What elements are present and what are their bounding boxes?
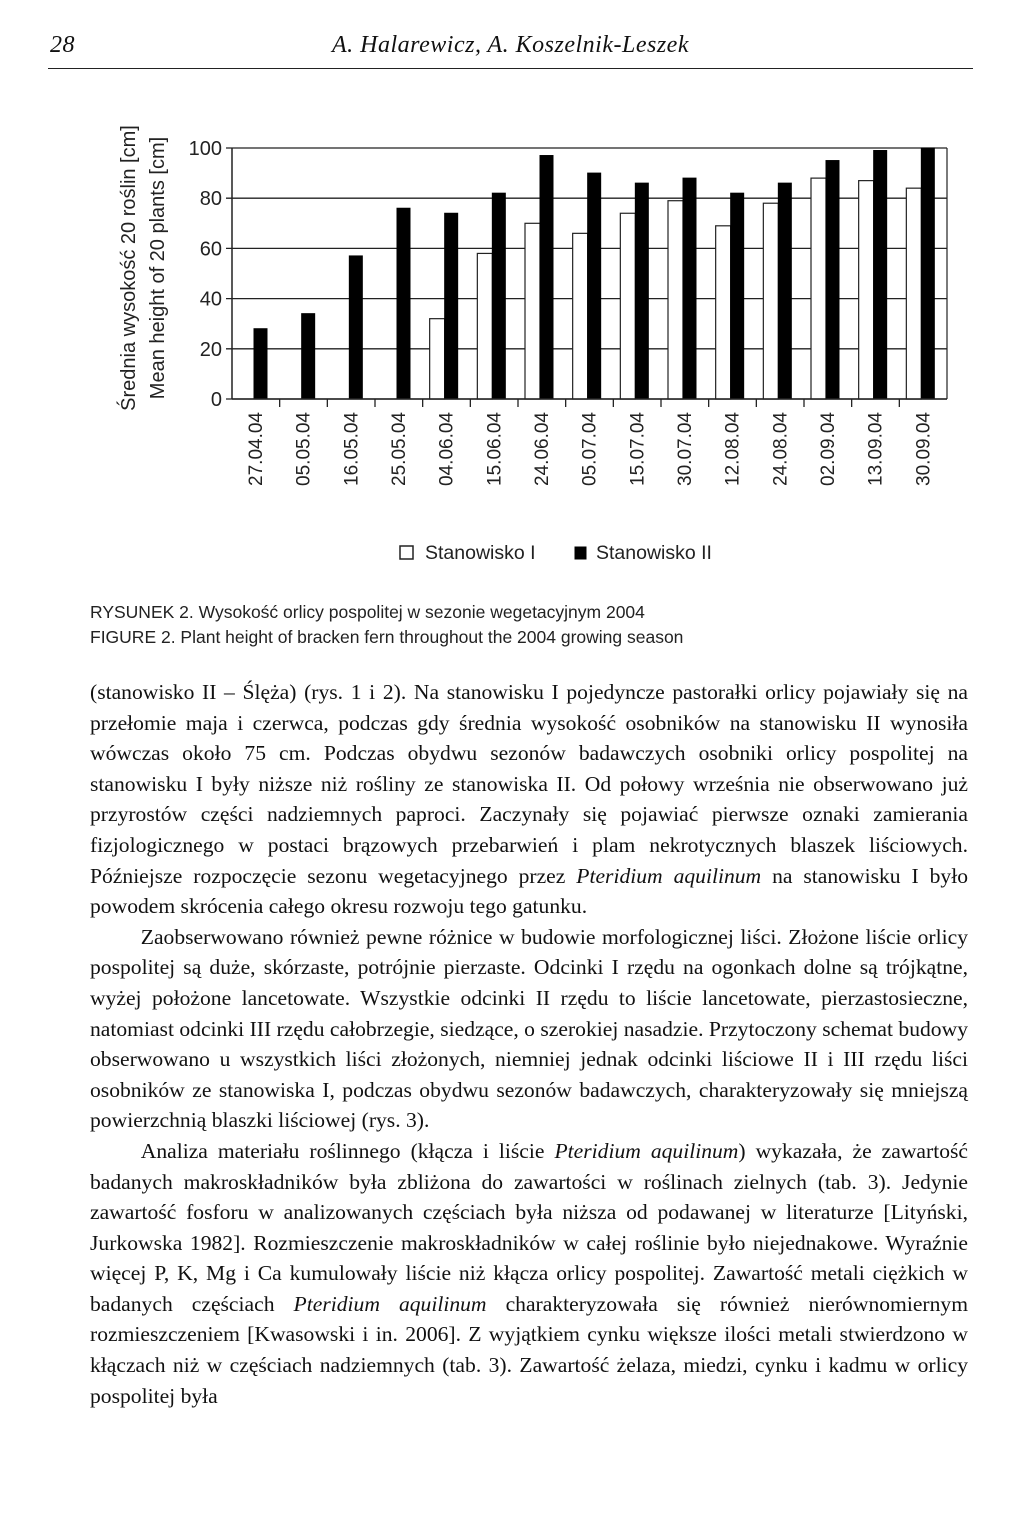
bar-stanowisko-ii <box>445 213 458 399</box>
x-tick-label: 24.08.04 <box>770 412 792 486</box>
paragraph-2: Zaobserwowano również pewne różnice w budowie morfologicznej liści. Złożone liście orlicy pospolitej są duże, skórzaste, potrójnie pierzaste. Odcinki I rzędu na ogonkach dolne są trójkątne, wyżej położone lancetowate. Wszystkie odcinki II rzędu to liście lancetowate, pierzastosieczne, natomiast odcinki III rzędu całobrzegie, siedzące, o szerokiej nasadzie. Przytoczony schemat budowy obserwowano u wszystkich liści złożonych, niemniej jednak odcinki liściowe II i III rzędu liści osobników ze stanowiska I, podczas obydwu sezonów badawczych, charakteryzowały się mniejszą powierzchnią blaszki liściowej (rys. 3). <box>90 924 968 1133</box>
bar-stanowisko-ii <box>683 178 696 399</box>
x-tick-label: 13.09.04 <box>865 412 887 486</box>
x-tick-label: 15.06.04 <box>484 412 506 486</box>
legend-label-stanowisko-ii: Stanowisko II <box>596 542 712 564</box>
x-tick-label: 05.07.04 <box>579 412 601 486</box>
bar-stanowisko-i <box>573 233 588 399</box>
x-tick-label: 25.05.04 <box>389 412 410 486</box>
bar-stanowisko-ii <box>826 161 839 399</box>
x-tick-label: 05.05.04 <box>293 412 315 486</box>
y-tick-label: 0 <box>210 389 222 411</box>
bar-stanowisko-i <box>620 213 635 399</box>
bar-stanowisko-ii <box>397 208 410 399</box>
paragraph-3: Analiza materiału roślinnego (kłącza i liście Pteridium aquilinum) wykazała, że zawartość badanych makroskładników była zbliżona do zawartości w roślinach zielnych (tab. 3). Jedynie zawartość fosforu w analizowanych częściach była niższa od podawanej w literaturze [Lityński, Jurkowska 1982]. Rozmieszczenie makroskładników w całej roślinie było niejednakowe. Wyraźnie więcej P, K, Mg i Ca kumulowały liście niż kłącza orlicy pospolitej. Zawartość metali ciężkich w badanych częściach Pteridium aquilinum charakteryzowała się również nierównomiernym rozmieszczeniem [Kwasowski i in. 2006]. Z wyjątkiem cynku większe ilości metali stwierdzono w kłączach niż w częściach nadziemnych (tab. 3). Zawartość żelaza, miedzi, cynku i kadmu w orlicy pospolitej była <box>90 1138 969 1408</box>
page-number: 28 <box>50 32 75 58</box>
y-tick-label: 100 <box>188 138 222 160</box>
bar-stanowisko-i <box>859 181 874 399</box>
figure-caption-en: FIGURE 2. Plant height of bracken fern throughout the 2004 growing season <box>90 627 684 647</box>
legend-label-stanowisko-i: Stanowisko I <box>425 542 536 564</box>
y-tick-label: 60 <box>199 238 222 261</box>
x-tick-label: 04.06.04 <box>436 412 458 486</box>
bar-stanowisko-ii <box>540 156 553 399</box>
bar-stanowisko-ii <box>635 183 648 399</box>
bar-stanowisko-i <box>906 188 921 399</box>
bar-chart <box>0 0 1024 600</box>
bar-stanowisko-ii <box>874 151 887 399</box>
bar-stanowisko-i <box>811 178 826 399</box>
bar-stanowisko-ii <box>731 193 744 399</box>
paragraph-1: (stanowisko II – Ślęża) (rys. 1 i 2). Na stanowisku I pojedyncze pastorałki orlicy pojawiały się na przełomie maja i czerwca, podczas gdy średnia wysokość osobników na stanowisku II wynosiła wówczas około 75 cm. Podczas obydwu sezonów badawczych osobniki orlicy pospolitej na stanowisku I były niższe niż rośliny ze stanowiska II. Od połowy września nie obserwowano już przyrostów części nadziemnych paproci. Zaczynały się pojawiać pierwsze oznaki zamierania fizjologicznego w postaci brązowych przebarwień i plam nekrotycznych blaszek liściowych. Późniejsze rozpoczęcie sezonu wegetacyjnego przez Pteridium aquilinum na stanowisku I było powodem skrócenia całego okresu rozwoju tego gatunku. <box>90 680 969 919</box>
bar-stanowisko-ii <box>492 193 505 399</box>
bar-stanowisko-ii <box>349 256 362 399</box>
bar-stanowisko-ii <box>778 183 791 399</box>
bar-stanowisko-i <box>430 319 445 399</box>
x-tick-label: 24.06.04 <box>532 412 553 486</box>
y-tick-label: 80 <box>199 188 222 211</box>
y-tick-label: 20 <box>199 338 222 361</box>
x-tick-label: 02.09.04 <box>818 412 839 486</box>
y-axis-title-pl: Średnia wysokość 20 roślin [cm] <box>118 125 140 411</box>
bar-stanowisko-ii <box>921 148 934 399</box>
legend-swatch-stanowisko-i <box>400 546 413 559</box>
y-axis-title-en: Mean height of 20 plants [cm] <box>147 136 169 400</box>
bar-stanowisko-i <box>668 201 683 399</box>
figure-caption-pl: RYSUNEK 2. Wysokość orlicy pospolitej w sezonie wegetacyjnym 2004 <box>90 602 645 622</box>
figure-caption <box>90 600 970 650</box>
bar-stanowisko-ii <box>588 173 601 399</box>
legend-swatch-stanowisko-ii <box>575 547 586 559</box>
running-header-authors: A. Halarewicz, A. Koszelnik-Leszek <box>332 32 689 58</box>
body-text <box>90 677 968 1411</box>
bar-stanowisko-i <box>525 223 540 399</box>
bar-stanowisko-ii <box>254 329 267 399</box>
x-tick-label: 30.07.04 <box>675 412 696 486</box>
x-tick-label: 12.08.04 <box>722 412 744 486</box>
x-tick-label: 30.09.04 <box>913 412 935 486</box>
x-tick-label: 27.04.04 <box>246 412 267 486</box>
bar-stanowisko-i <box>763 203 778 399</box>
bar-stanowisko-i <box>716 226 731 399</box>
bar-stanowisko-ii <box>302 314 315 399</box>
bar-stanowisko-i <box>477 253 492 399</box>
x-tick-label: 15.07.04 <box>627 412 649 486</box>
x-tick-label: 16.05.04 <box>341 412 363 486</box>
y-tick-label: 40 <box>199 288 222 311</box>
